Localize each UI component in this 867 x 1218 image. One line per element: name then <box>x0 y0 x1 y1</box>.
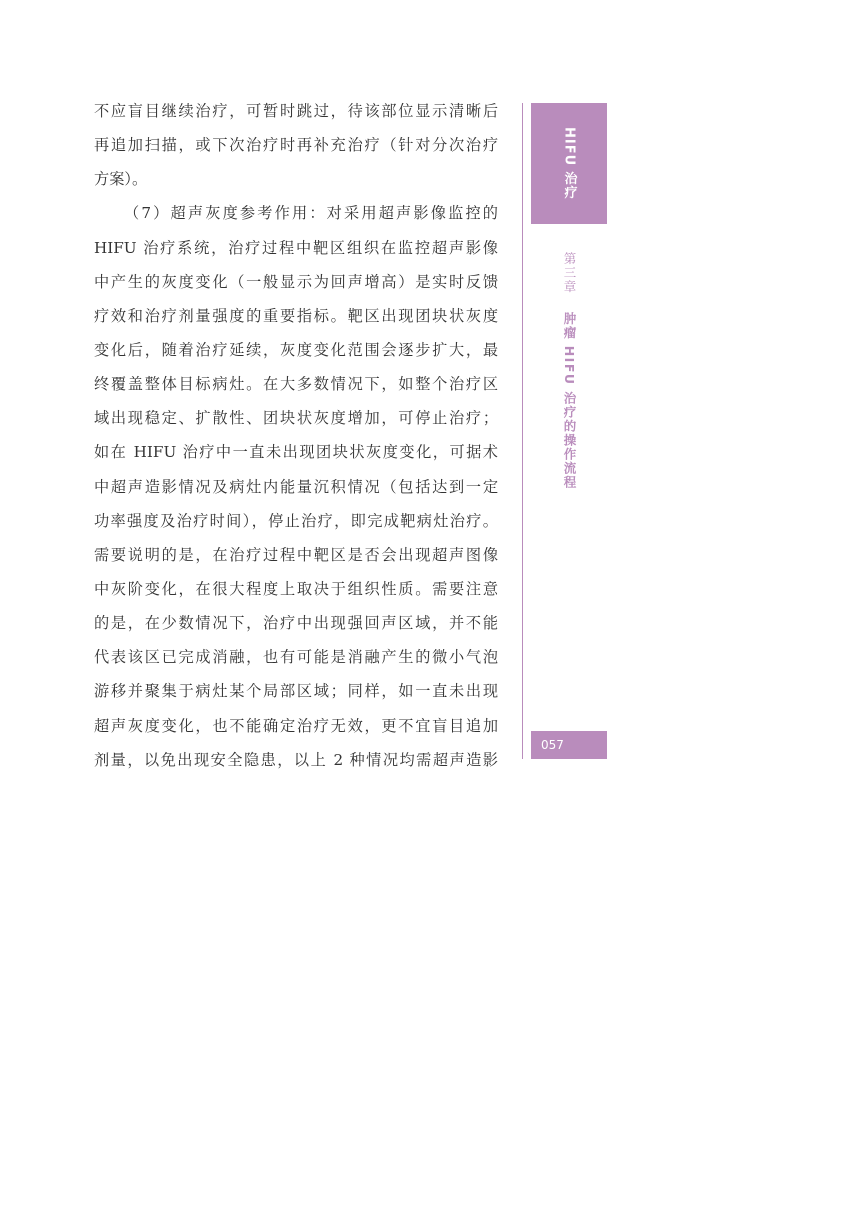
body-line: 的是，在少数情况下，治疗中出现强回声区域，并不能 <box>94 614 498 633</box>
body-line: 终覆盖整体目标病灶。在大多数情况下，如整个治疗区 <box>94 375 498 394</box>
body-line: 游移并聚集于病灶某个局部区域；同样，如一直未出现 <box>94 682 498 701</box>
body-line: 需要说明的是，在治疗过程中靶区是否会出现超声图像 <box>94 545 498 564</box>
body-line: 域出现稳定、扩散性、团块状灰度增加，可停止治疗； <box>94 409 498 428</box>
body-line: 中超声造影情况及病灶内能量沉积情况（包括达到一定 <box>94 477 498 496</box>
body-line: 再追加扫描，或下次治疗时再补充治疗（针对分次治疗 <box>94 136 498 155</box>
body-text <box>94 94 498 777</box>
body-line: 超声灰度变化，也不能确定治疗无效，更不宜盲目追加 <box>94 716 498 735</box>
page-number-box <box>531 731 607 759</box>
body-line: （7）超声灰度参考作用：对采用超声影像监控的 <box>124 204 498 223</box>
body-line: 不应盲目继续治疗，可暂时跳过，待该部位显示清晰后 <box>94 102 498 120</box>
chapter-running-head <box>531 252 607 492</box>
body-line: 剂量，以免出现安全隐患，以上 2 种情况均需超声造影 <box>94 750 498 769</box>
body-line: 疗效和治疗剂量强度的重要指标。靶区出现团块状灰度 <box>94 306 498 325</box>
body-line: 方案）。 <box>94 170 148 189</box>
chapter-number: 第三章 <box>562 252 577 294</box>
body-line: 如在 HIFU 治疗中一直未出现团块状灰度变化，可据术 <box>94 443 498 462</box>
section-tab-label: HIFU 治疗 <box>561 127 577 200</box>
body-line: 中灰阶变化，在很大程度上取决于组织性质。需要注意 <box>94 579 498 598</box>
body-line: 中产生的灰度变化（一般显示为回声增高）是实时反馈 <box>94 272 498 291</box>
page-number: 057 <box>541 738 564 752</box>
section-tab <box>531 103 607 224</box>
body-line: 功率强度及治疗时间），停止治疗，即完成靶病灶治疗。 <box>94 511 498 530</box>
body-line: 变化后，随着治疗延续，灰度变化范围会逐步扩大，最 <box>94 340 498 359</box>
chapter-title: 肿瘤 HIFU 治疗的操作流程 <box>562 311 577 490</box>
body-line: HIFU 治疗系统，治疗过程中靶区组织在监控超声影像 <box>94 238 498 257</box>
margin-divider <box>522 103 523 759</box>
body-line: 代表该区已完成消融，也有可能是消融产生的微小气泡 <box>94 648 498 667</box>
